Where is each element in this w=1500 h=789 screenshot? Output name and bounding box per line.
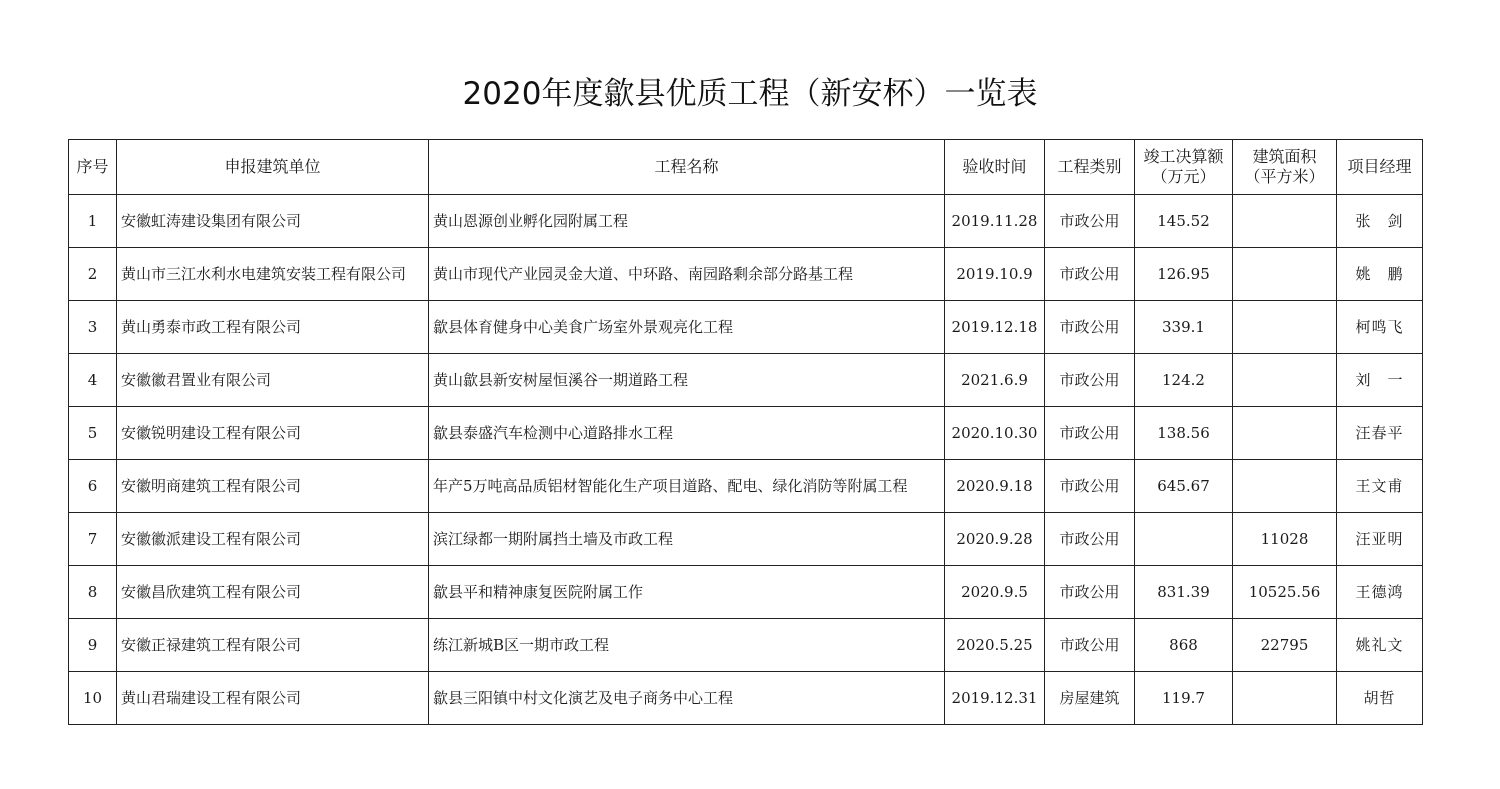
cell-area: 10525.56: [1233, 566, 1337, 619]
cell-seq: 8: [69, 566, 117, 619]
cell-unit: 黄山市三江水利水电建筑安装工程有限公司: [117, 248, 429, 301]
cell-type: 市政公用: [1045, 566, 1135, 619]
cell-manager: 王德鸿: [1337, 566, 1423, 619]
cell-area: [1233, 248, 1337, 301]
cell-seq: 1: [69, 195, 117, 248]
table-row: [69, 460, 1423, 513]
cell-date: 2020.9.18: [945, 460, 1045, 513]
cell-amount: 645.67: [1135, 460, 1233, 513]
cell-manager: 柯鸣飞: [1337, 301, 1423, 354]
cell-manager: 汪春平: [1337, 407, 1423, 460]
cell-seq: 3: [69, 301, 117, 354]
cell-seq: 4: [69, 354, 117, 407]
cell-unit: 安徽徽派建设工程有限公司: [117, 513, 429, 566]
col-header-project: 工程名称: [429, 140, 945, 195]
table-row: [69, 301, 1423, 354]
cell-area: [1233, 354, 1337, 407]
cell-unit: 安徽虹涛建设集团有限公司: [117, 195, 429, 248]
cell-amount: 339.1: [1135, 301, 1233, 354]
cell-manager: 胡哲: [1337, 672, 1423, 725]
table-row: [69, 672, 1423, 725]
table-row: [69, 354, 1423, 407]
cell-amount: [1135, 513, 1233, 566]
cell-type: 市政公用: [1045, 513, 1135, 566]
cell-project: 歙县体育健身中心美食广场室外景观亮化工程: [429, 301, 945, 354]
cell-project: 练江新城B区一期市政工程: [429, 619, 945, 672]
page-title: 2020年度歙县优质工程（新安杯）一览表: [462, 76, 1038, 112]
cell-area: 22795: [1233, 619, 1337, 672]
cell-seq: 10: [69, 672, 117, 725]
cell-date: 2019.12.31: [945, 672, 1045, 725]
cell-project: 歙县三阳镇中村文化演艺及电子商务中心工程: [429, 672, 945, 725]
cell-seq: 2: [69, 248, 117, 301]
cell-date: 2019.10.9: [945, 248, 1045, 301]
cell-area: [1233, 301, 1337, 354]
table-row: [69, 407, 1423, 460]
cell-project: 滨江绿都一期附属挡土墙及市政工程: [429, 513, 945, 566]
cell-manager: 张 剑: [1337, 195, 1423, 248]
cell-date: 2020.9.5: [945, 566, 1045, 619]
cell-unit: 安徽锐明建设工程有限公司: [117, 407, 429, 460]
cell-area: [1233, 672, 1337, 725]
table-row: [69, 619, 1423, 672]
cell-unit: 安徽明商建筑工程有限公司: [117, 460, 429, 513]
cell-project: 黄山歙县新安树屋恒溪谷一期道路工程: [429, 354, 945, 407]
cell-manager: 王文甫: [1337, 460, 1423, 513]
col-header-area: 建筑面积（平方米）: [1233, 140, 1337, 195]
cell-area: [1233, 460, 1337, 513]
cell-type: 市政公用: [1045, 354, 1135, 407]
table-row: [69, 566, 1423, 619]
header-row: [69, 140, 1423, 195]
col-header-seq: 序号: [69, 140, 117, 195]
cell-type: 市政公用: [1045, 195, 1135, 248]
col-header-manager: 项目经理: [1337, 140, 1423, 195]
cell-date: 2020.9.28: [945, 513, 1045, 566]
cell-date: 2020.5.25: [945, 619, 1045, 672]
table-row: [69, 248, 1423, 301]
cell-type: 市政公用: [1045, 248, 1135, 301]
cell-manager: 姚礼文: [1337, 619, 1423, 672]
col-header-type: 工程类别: [1045, 140, 1135, 195]
cell-unit: 安徽昌欣建筑工程有限公司: [117, 566, 429, 619]
cell-project: 歙县泰盛汽车检测中心道路排水工程: [429, 407, 945, 460]
cell-project: 年产5万吨高品质铝材智能化生产项目道路、配电、绿化消防等附属工程: [429, 460, 945, 513]
cell-type: 市政公用: [1045, 460, 1135, 513]
cell-seq: 9: [69, 619, 117, 672]
cell-manager: 姚 鹏: [1337, 248, 1423, 301]
cell-date: 2019.11.28: [945, 195, 1045, 248]
cell-seq: 7: [69, 513, 117, 566]
cell-area: [1233, 407, 1337, 460]
cell-type: 房屋建筑: [1045, 672, 1135, 725]
cell-unit: 黄山君瑞建设工程有限公司: [117, 672, 429, 725]
cell-amount: 126.95: [1135, 248, 1233, 301]
col-header-date: 验收时间: [945, 140, 1045, 195]
cell-type: 市政公用: [1045, 407, 1135, 460]
col-header-unit: 申报建筑单位: [117, 140, 429, 195]
cell-seq: 5: [69, 407, 117, 460]
cell-unit: 黄山勇泰市政工程有限公司: [117, 301, 429, 354]
cell-project: 黄山恩源创业孵化园附属工程: [429, 195, 945, 248]
cell-area: 11028: [1233, 513, 1337, 566]
cell-project: 黄山市现代产业园灵金大道、中环路、南园路剩余部分路基工程: [429, 248, 945, 301]
cell-amount: 124.2: [1135, 354, 1233, 407]
cell-amount: 138.56: [1135, 407, 1233, 460]
cell-amount: 831.39: [1135, 566, 1233, 619]
table-row: [69, 195, 1423, 248]
col-header-amount: 竣工决算额（万元）: [1135, 140, 1233, 195]
cell-type: 市政公用: [1045, 619, 1135, 672]
cell-unit: 安徽正禄建筑工程有限公司: [117, 619, 429, 672]
cell-seq: 6: [69, 460, 117, 513]
cell-type: 市政公用: [1045, 301, 1135, 354]
cell-date: 2021.6.9: [945, 354, 1045, 407]
projects-table: [68, 139, 1423, 725]
cell-manager: 汪亚明: [1337, 513, 1423, 566]
cell-area: [1233, 195, 1337, 248]
table-row: [69, 513, 1423, 566]
cell-unit: 安徽徽君置业有限公司: [117, 354, 429, 407]
cell-amount: 868: [1135, 619, 1233, 672]
cell-date: 2019.12.18: [945, 301, 1045, 354]
cell-amount: 145.52: [1135, 195, 1233, 248]
cell-manager: 刘 一: [1337, 354, 1423, 407]
cell-date: 2020.10.30: [945, 407, 1045, 460]
cell-project: 歙县平和精神康复医院附属工作: [429, 566, 945, 619]
cell-amount: 119.7: [1135, 672, 1233, 725]
